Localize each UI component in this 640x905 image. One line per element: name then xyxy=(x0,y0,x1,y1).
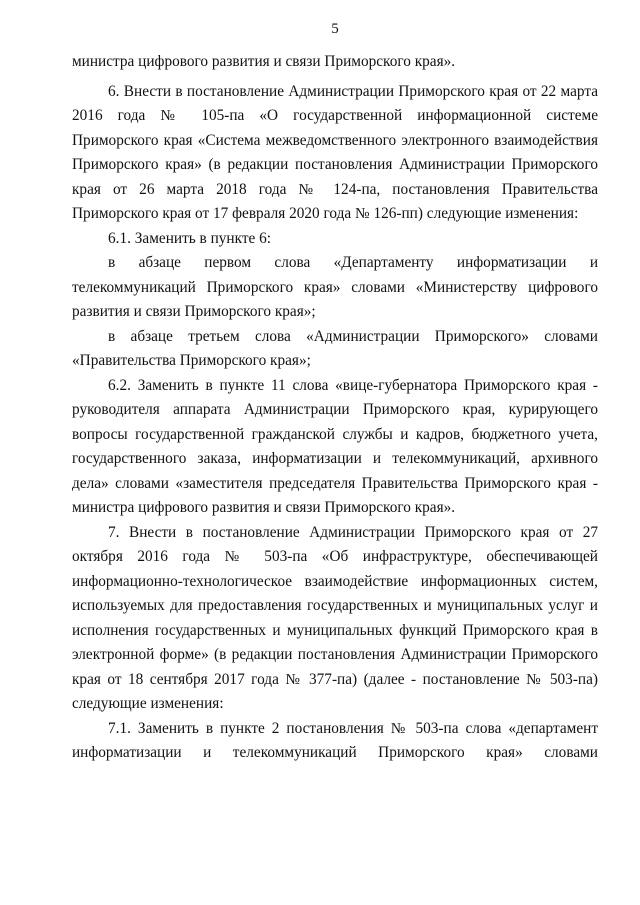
paragraph-item-6-2: 6.2. Заменить в пункте 11 слова «вице-губернатора Приморского края - руководителя аппарата Администрации Приморского края, курирующего вопросы государственной гражданской службы и кадров, бюджетного учета, государственного заказа, информатизации и телекоммуникаций, архивного дела» словами «заместителя председателя Правительства Приморского края - министра цифрового развития и связи Приморского края». xyxy=(72,376,598,516)
paragraph-item-6-1-b: в абзаце третьем слова «Администрации Приморского» словами «Правительства Приморского края»; xyxy=(72,327,598,369)
paragraph-item-6-1-a: в абзаце первом слова «Департаменту информатизации и телекоммуникаций Приморского края» словами «Министерству цифрового развития и связи Приморского края»; xyxy=(72,254,598,320)
paragraph-item-6-1: 6.1. Заменить в пункте 6: xyxy=(108,229,272,247)
page-number: 5 xyxy=(331,21,339,37)
paragraph-item-6: 6. Внести в постановление Администрации Приморского края от 22 марта 2016 года № 105-па «О государственной информационной системе Приморского края «Система межведомственного электронного взаимодействия Приморского края» (в редакции постановления Администрации Приморского края от 26 марта 2018 года № 124-па, постановления Правительства Приморского края от 17 февраля 2020 года № 126-пп) следующие изменения: xyxy=(72,82,598,222)
paragraph-continuation: министра цифрового развития и связи Приморского края». xyxy=(72,53,456,70)
document-page xyxy=(72,20,598,766)
paragraph-item-7: 7. Внести в постановление Администрации Приморского края от 27 октября 2016 года № 503-па «Об инфраструктуре, обеспечивающей информационно-технологическое взаимодействие информационных систем, используемых для предоставления государственных и муниципальных услуг и исполнения государственных и муниципальных функций Приморского края в электронной форме» (в редакции постановления Администрации Приморского края от 18 сентября 2017 года № 377-па) (далее - постановление № 503-па) следующие изменения: xyxy=(72,523,598,712)
paragraph-item-7-1: 7.1. Заменить в пункте 2 постановления № 503-па слова «департамент информатизации и телекоммуникаций Приморского края» словами xyxy=(72,719,598,761)
